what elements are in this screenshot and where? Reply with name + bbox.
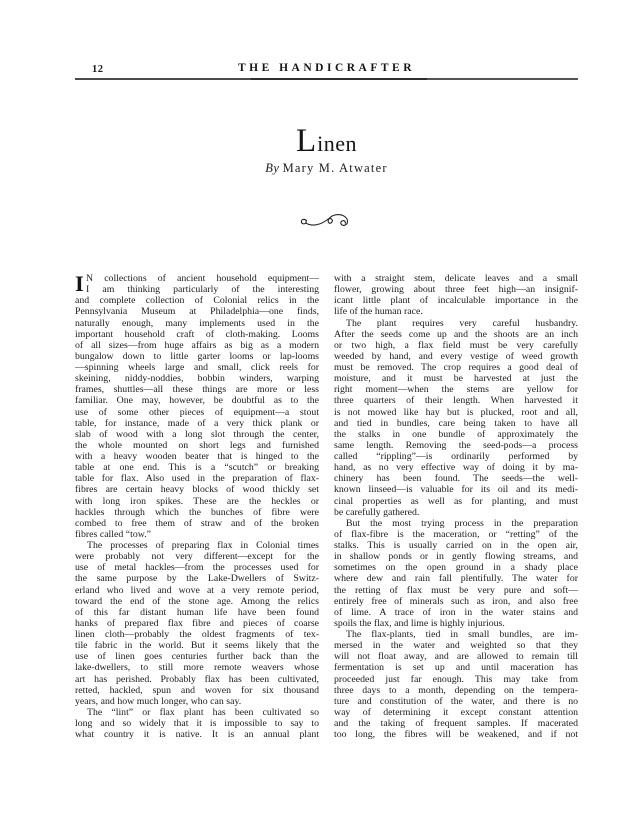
text-line: or two high, a flax field must be very carefully xyxy=(334,339,578,351)
text-line: same length. Removing the seed-pods—a process xyxy=(334,439,578,451)
text-line: years, and how much longer, who can say. xyxy=(75,695,242,707)
text-line: of lime. A trace of iron in the water stains and xyxy=(334,606,578,618)
text-line: long and so widely that it is impossible to say to xyxy=(75,718,319,729)
text-line: ture and constitution of the water, and there is no xyxy=(334,695,578,707)
text-line: N collections of ancient household equipment— xyxy=(86,273,319,284)
text-line: The “lint” or flax plant has been cultivated so xyxy=(87,706,319,718)
paragraph xyxy=(334,629,578,740)
byline-prefix: By xyxy=(265,161,280,175)
text-line: familiar. One may, however, be doubtful as to the xyxy=(75,395,319,407)
text-line: linen cloth—probably the oldest fragments of tex- xyxy=(75,629,319,640)
text-line: way of determining it except constant attention xyxy=(334,706,578,718)
text-line: stalks. This is usually carried on in the open air, xyxy=(334,540,578,551)
text-line: must be removed. The crop requires a good deal of xyxy=(334,362,578,373)
text-line: table, for instance, made of a very thick plank or xyxy=(75,417,319,429)
text-line: The flax-plants, tied in small bundles, are im- xyxy=(346,629,578,640)
text-line: with a heavy wooden beater that is hinged to the xyxy=(75,451,319,462)
journal-title: THE HANDICRAFTER xyxy=(237,62,416,74)
text-line: three days to a month, depending on the tempera- xyxy=(334,684,578,696)
text-line: use of some other pieces of equipment—a stout xyxy=(75,406,319,418)
text-line: were probably not very different—except for the xyxy=(75,551,319,563)
text-line: art has perished. Probably flax has been cultivated, xyxy=(75,673,319,685)
text-line: frames, shuttles—all these things are more or less xyxy=(75,384,319,396)
text-line: called “rippling”—is ordinarily performed by xyxy=(334,451,578,462)
text-line: the stalks in one bundle of approximately the xyxy=(334,428,578,440)
text-line: I am thinking particularly of the interesting xyxy=(86,284,319,296)
text-line: use of metal hackles—from the processes used for xyxy=(75,562,319,574)
text-line: what country it is native. It is an annual plant xyxy=(75,729,319,741)
paragraph xyxy=(75,707,319,740)
text-line: and tied in bundles, care being taken to have all xyxy=(334,417,578,429)
header-rule xyxy=(75,78,578,80)
text-line: slab of wood with a long slot through the center, xyxy=(75,428,319,440)
drop-cap: I xyxy=(75,271,84,296)
text-line: table for flax. Also used in the preparation of flax- xyxy=(75,473,319,485)
text-line: and complete collection of Colonial relics in the xyxy=(75,295,319,307)
text-line: is not mowed like hay but is plucked, root and all, xyxy=(334,406,578,418)
paragraph xyxy=(334,273,578,318)
paragraph xyxy=(75,540,319,707)
text-line: weeded by hand, and every vestige of weed growth xyxy=(334,350,578,362)
article-title xyxy=(75,124,578,161)
text-line: use of linen goes centuries further back than the xyxy=(75,651,319,663)
page-number: 12 xyxy=(92,64,104,75)
text-line: with a straight stem, delicate leaves and a small xyxy=(334,273,578,284)
text-line: the retting of flax must be very pure and soft— xyxy=(334,584,578,596)
paragraph xyxy=(334,518,578,629)
text-line: in shallow ponds or in gently flowing streams, and xyxy=(334,551,578,563)
text-line: chinery has been found. The seeds—the well- xyxy=(334,473,578,485)
text-line: —spinning wheels large and small, click reels for xyxy=(75,362,319,373)
article-title-rest: inen xyxy=(317,131,358,156)
text-line: proceeded just far enough. This may take from xyxy=(334,673,578,685)
paragraph xyxy=(334,318,578,518)
text-line: naturally enough, many implements used in the xyxy=(75,317,319,329)
text-line: of flax-fibre is the maceration, or “retting” of the xyxy=(334,528,578,540)
text-line: Pennsylvania Museum at Philadelphia—one finds, xyxy=(75,306,319,318)
text-line: moisture, and it must be harvested at just the xyxy=(334,373,578,385)
text-line: table at one end. This is a “scutch” or breaking xyxy=(75,462,319,474)
text-line: fibres called “tow.” xyxy=(75,528,151,540)
text-line: entirely free of minerals such as iron, and also free xyxy=(334,595,578,607)
text-line: fermentation is set up and until maceration has xyxy=(334,662,578,674)
text-line: erland who lived and wove at a very remote period, xyxy=(75,584,319,596)
text-line: known linseed—is valuable for its oil and its medi- xyxy=(334,484,578,496)
text-line: After the seeds come up and the shoots are an inch xyxy=(334,328,578,340)
text-line: cinal properties as well as for planting, and must xyxy=(334,495,578,507)
flourish-ornament-icon xyxy=(75,209,578,238)
text-line: bungalow down to little garter looms or lap-looms xyxy=(75,350,319,362)
text-line: The plant requires very careful husbandry. xyxy=(346,317,578,329)
text-line: But the most trying process in the preparation xyxy=(346,517,578,529)
text-line: life of the human race. xyxy=(334,306,423,318)
text-line: spoils the flax, and lime is highly injurious. xyxy=(334,617,505,629)
text-line: where dew and rain fall plentifully. The water for xyxy=(334,573,578,585)
text-line: hanks of prepared flax fibre and pieces of coarse xyxy=(75,617,319,629)
text-line: lake-dwellers, to still more remote weavers whose xyxy=(75,662,319,674)
text-line: skeining, niddy-noddies, bobbin winders, warping xyxy=(75,373,319,385)
text-line: toward the end of the stone age. Among the relics xyxy=(75,595,319,607)
right-column xyxy=(334,273,578,740)
text-line: the same purpose by the Lake-Dwellers of Switz- xyxy=(75,573,319,585)
text-line: The processes of preparing flax in Colonial times xyxy=(87,540,319,551)
text-line: icant little plant of incalculable importance in the xyxy=(334,295,578,307)
text-line: important household craft of cloth-making. Looms xyxy=(75,328,319,340)
text-line: and the taking of frequent samples. If macerated xyxy=(334,718,578,729)
text-line: mersed in the water and weighted so that they xyxy=(334,640,578,652)
text-line: sometimes on the open ground in a shady place xyxy=(334,562,578,574)
text-line: retted, hackled, spun and woven for six thousand xyxy=(75,684,319,696)
text-line: right moment—when the stems are yellow for xyxy=(334,384,578,396)
text-line: the whole mounted on short legs and furnished xyxy=(75,439,319,451)
byline-author: Mary M. Atwater xyxy=(282,161,388,175)
text-line: of this far distant human life have been found xyxy=(75,606,319,618)
article-title-initial: L xyxy=(295,123,318,159)
byline xyxy=(75,161,578,176)
paragraph xyxy=(75,273,319,540)
text-line: of all sizes—from huge affairs as big as a modern xyxy=(75,339,319,351)
text-line: be carefully gathered. xyxy=(334,506,420,518)
text-line: tile fabric in the world. But it seems likely that the xyxy=(75,640,319,652)
left-column xyxy=(75,273,319,740)
text-line: hand, as no very effective way of doing it by ma- xyxy=(334,462,578,474)
text-line: with long iron spikes. These are the heckles or xyxy=(75,495,319,507)
text-line: too long, the fibres will be weakened, and if not xyxy=(334,729,578,741)
text-line: flower, growing about three feet high—an insignif- xyxy=(334,284,578,296)
text-line: fibres are certain heavy blocks of wood thickly set xyxy=(75,484,319,496)
text-line: three quarters of their length. When harvested it xyxy=(334,395,578,407)
text-line: hackles through which the bunches of fibre were xyxy=(75,506,319,518)
text-line: combed to free them of straw and of the broken xyxy=(75,517,319,529)
text-line: will not float away, and are allowed to remain till xyxy=(334,651,578,663)
